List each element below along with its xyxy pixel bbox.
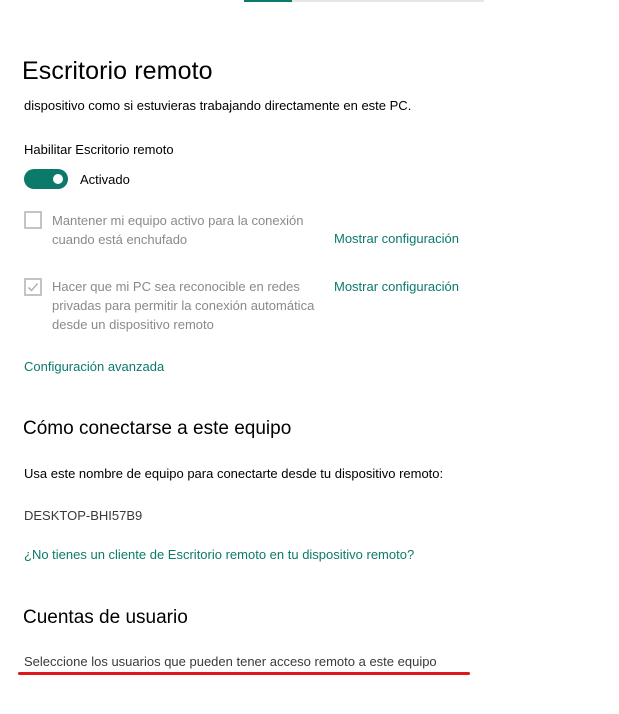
- discoverable-show-settings-link[interactable]: Mostrar configuración: [334, 279, 459, 294]
- discoverable-checkbox[interactable]: [24, 278, 42, 296]
- select-users-link[interactable]: Seleccione los usuarios que pueden tener acceso remoto a este equipo: [24, 654, 437, 669]
- top-tab-indicator: [244, 0, 484, 2]
- connect-description: Usa este nombre de equipo para conectarte desde tu dispositivo remoto:: [24, 466, 444, 481]
- keep-awake-checkbox[interactable]: [24, 211, 42, 229]
- active-tab-marker: [244, 0, 292, 2]
- toggle-state-label: Activado: [80, 172, 130, 187]
- page-title: Escritorio remoto: [22, 57, 213, 85]
- enable-remote-desktop-label: Habilitar Escritorio remoto: [24, 142, 174, 157]
- connect-heading: Cómo conectarse a este equipo: [23, 418, 292, 439]
- page-description: dispositivo como si estuvieras trabajando directamente en este PC.: [24, 98, 412, 113]
- no-client-link[interactable]: ¿No tienes un cliente de Escritorio remoto en tu dispositivo remoto?: [24, 547, 415, 562]
- keep-awake-label: Mantener mi equipo activo para la conexión cuando está enchufado: [52, 213, 304, 247]
- checkmark-icon: [27, 281, 39, 293]
- keep-awake-show-settings-link[interactable]: Mostrar configuración: [334, 231, 459, 246]
- user-accounts-heading: Cuentas de usuario: [23, 607, 188, 628]
- toggle-knob: [53, 174, 63, 184]
- annotation-underline: [18, 672, 470, 675]
- enable-remote-desktop-toggle[interactable]: [24, 169, 68, 189]
- pc-name: DESKTOP-BHI57B9: [24, 508, 143, 523]
- advanced-settings-link[interactable]: Configuración avanzada: [24, 359, 165, 374]
- discoverable-label: Hacer que mi PC sea reconocible en redes privadas para permitir la conexión automática desde un dispositivo remoto: [52, 279, 315, 332]
